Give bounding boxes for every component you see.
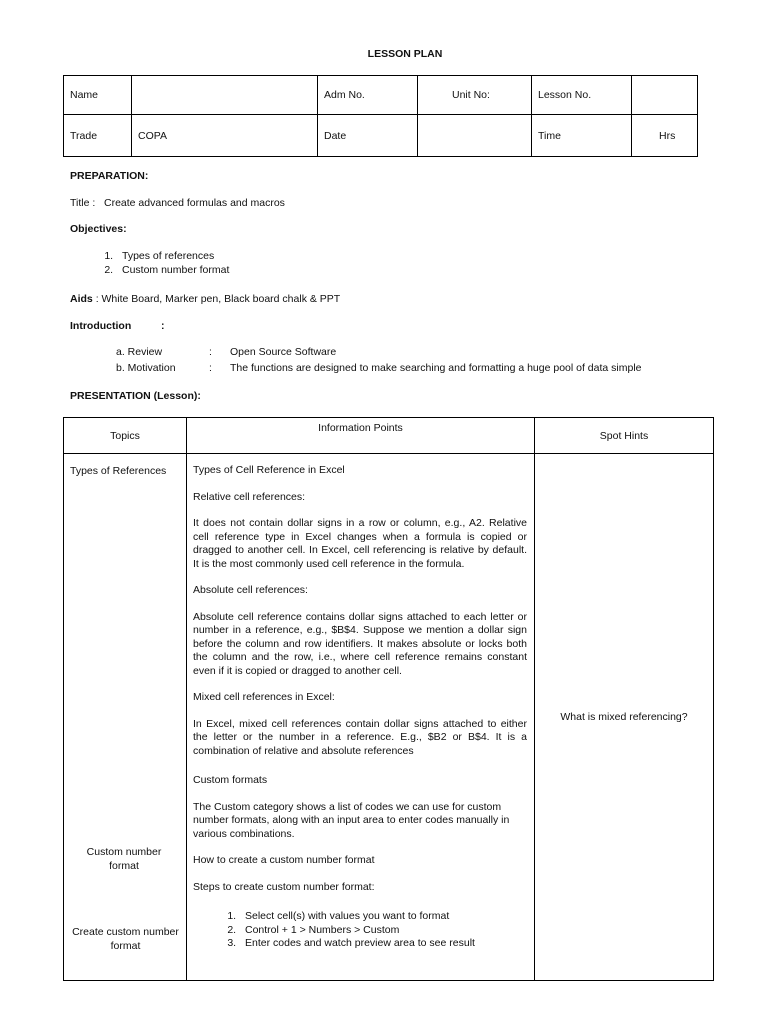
step-item: 2. Control + 1 > Numbers > Custom: [239, 924, 527, 938]
objective-item: 1. Types of references: [116, 250, 470, 264]
information-points-cell: [187, 454, 535, 981]
topic-create-custom-number-format: Create custom number format: [72, 926, 179, 952]
trade-value: COPA: [132, 115, 318, 157]
spot-hints-cell: [535, 454, 714, 981]
spot-hint-text: What is mixed referencing?: [560, 711, 688, 723]
lesson-no-label: Lesson No.: [532, 76, 632, 115]
time-unit: Hrs: [632, 115, 698, 157]
presentation-heading: PRESENTATION (Lesson):: [70, 390, 201, 402]
motivation-label: b. Motivation: [116, 362, 176, 374]
name-field[interactable]: [132, 76, 318, 115]
info-paragraph: It does not contain dollar signs in a row or column, e.g., A2. Relative cell reference type in Excel changes when a formula is copied or dragged to another cell. In Excel, cell referencing is relative by default. It is the most commonly used cell reference in the formula.: [193, 517, 527, 570]
presentation-table: [63, 417, 714, 981]
aids-label: Aids: [70, 293, 93, 305]
steps-list: [193, 910, 527, 951]
review-colon: :: [209, 346, 212, 358]
title-label: Title :: [70, 197, 96, 209]
col-topics: Topics: [64, 418, 187, 454]
step-item: 1. Select cell(s) with values you want to format: [239, 910, 527, 924]
objectives-heading: Objectives:: [70, 223, 127, 235]
info-subheading: Absolute cell references:: [193, 584, 308, 596]
adm-no-label: Adm No.: [318, 76, 418, 115]
info-paragraph: In Excel, mixed cell references contain dollar signs attached to either the letter or the number in a reference. E.g., $B2 or B$4. It is a combination of relative and absolute references: [193, 717, 527, 757]
title-value: Create advanced formulas and macros: [104, 197, 285, 209]
aids-value: : White Board, Marker pen, Black board chalk & PPT: [95, 293, 341, 305]
topic-custom-number-format: Custom number format: [86, 846, 162, 872]
objectives-list: [70, 250, 470, 277]
info-subheading: Custom formats: [193, 774, 268, 786]
info-paragraph: Absolute cell reference contains dollar signs attached to each letter or number in a reference, e.g., $B$4. Suppose we mention a dollar sign before the column and row identifiers. It makes absolute or locks both the column and the row, i.e., where cell reference remains constant even if it is copied or dragged to another cell.: [193, 610, 527, 677]
page-title: LESSON PLAN: [367, 48, 443, 60]
unit-no-label: Unit No:: [418, 76, 532, 115]
trade-label: Trade: [64, 115, 132, 157]
topics-cell: [64, 454, 187, 981]
col-information-points: Information Points: [187, 418, 535, 454]
date-field[interactable]: [418, 115, 532, 157]
introduction-colon: :: [161, 320, 165, 332]
info-subheading: Steps to create custom number format:: [193, 880, 375, 893]
info-subheading: Mixed cell references in Excel:: [193, 691, 335, 703]
info-subheading: How to create a custom number format: [193, 854, 375, 866]
info-heading: Types of Cell Reference in Excel: [193, 464, 345, 476]
topic-types-of-references: Types of References: [70, 465, 167, 477]
name-label: Name: [64, 76, 132, 115]
header-table: [63, 75, 698, 157]
info-subheading: Relative cell references:: [193, 490, 306, 503]
step-item: 3. Enter codes and watch preview area to see result: [239, 937, 527, 951]
review-value: Open Source Software: [230, 346, 337, 358]
info-paragraph: The Custom category shows a list of codes we can use for custom number formats, along with an input area to enter codes manually in various combinations.: [193, 800, 510, 840]
objective-item: 2. Custom number format: [116, 264, 470, 278]
preparation-heading: PREPARATION:: [70, 170, 149, 182]
motivation-value: The functions are designed to make searching and formatting a huge pool of data simple: [230, 362, 642, 374]
lesson-no-field[interactable]: [632, 76, 698, 115]
col-spot-hints: Spot Hints: [535, 418, 714, 454]
aids-line: [70, 293, 340, 305]
review-label: a. Review: [116, 346, 163, 358]
introduction-label: Introduction: [70, 320, 132, 332]
time-label: Time: [532, 115, 632, 157]
motivation-colon: :: [209, 362, 212, 374]
date-label: Date: [318, 115, 418, 157]
